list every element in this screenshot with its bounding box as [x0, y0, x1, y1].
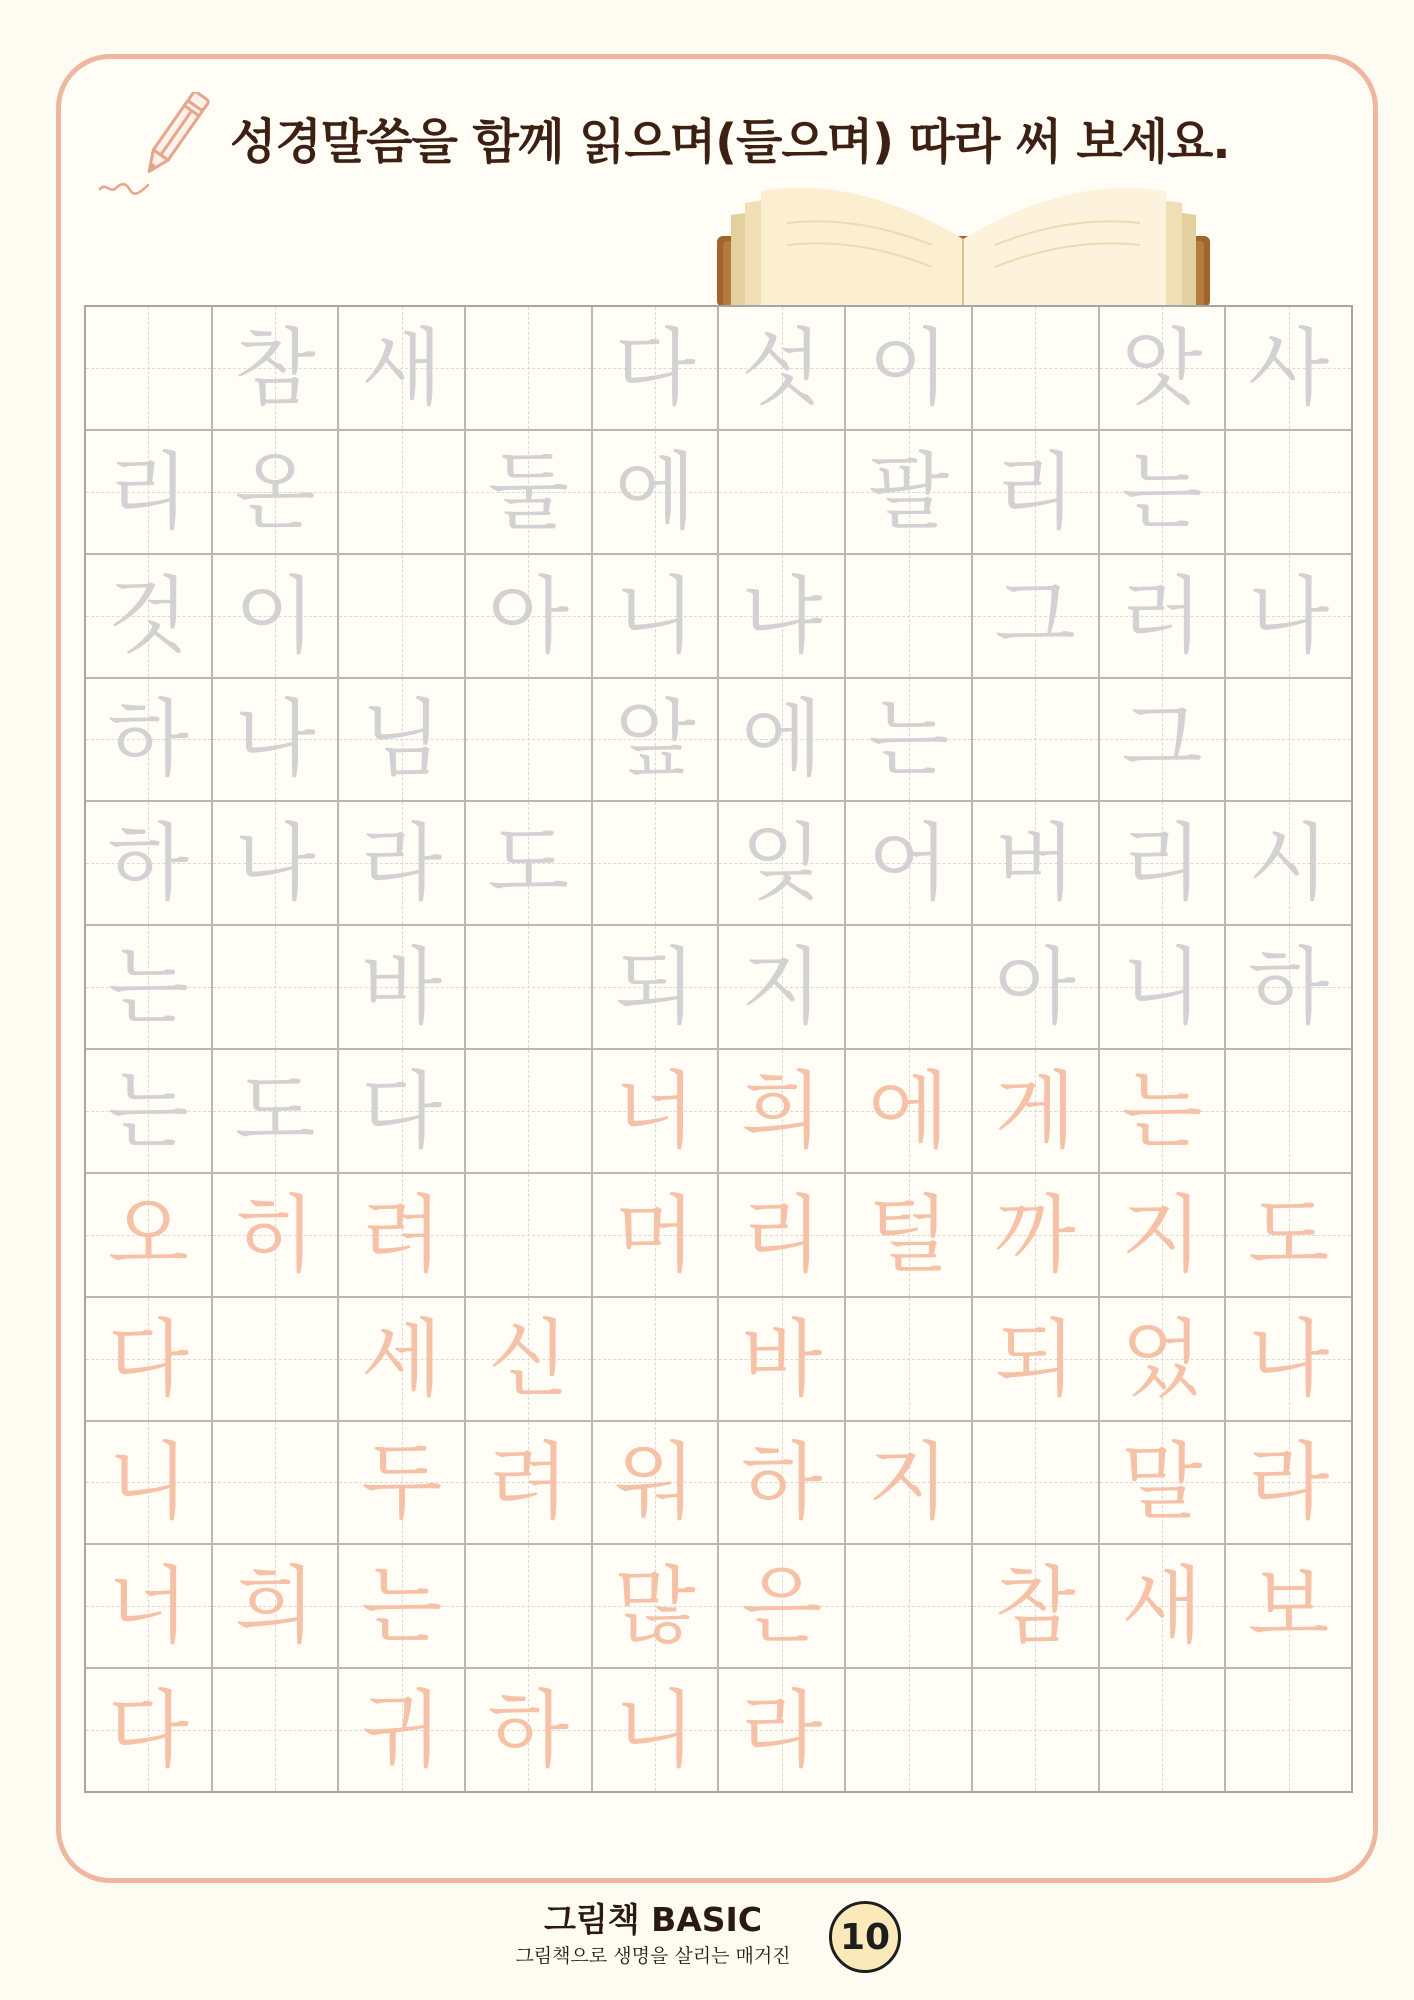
- writing-cell: [593, 1174, 718, 1296]
- blank-cell: [466, 1050, 591, 1172]
- trace-character: 까: [994, 1185, 1076, 1284]
- writing-cell: [466, 431, 591, 553]
- writing-cell: [1100, 307, 1225, 429]
- trace-character: 라: [741, 1681, 823, 1780]
- trace-character: 나: [234, 814, 316, 913]
- trace-character: 다: [614, 318, 696, 417]
- writing-cell: [339, 1050, 464, 1172]
- writing-cell: [466, 1298, 591, 1420]
- writing-cell: [719, 926, 844, 1048]
- blank-cell: [973, 307, 1098, 429]
- trace-character: 라: [361, 814, 443, 913]
- trace-character: 하: [1248, 938, 1330, 1037]
- blank-cell: [339, 555, 464, 677]
- trace-character: 에: [614, 442, 696, 541]
- trace-character: 리: [1121, 814, 1203, 913]
- writing-cell: [86, 555, 211, 677]
- trace-character: 은: [741, 1557, 823, 1656]
- issue-number-badge: 10: [829, 1901, 901, 1973]
- blank-cell: [213, 926, 338, 1048]
- writing-cell: [339, 1669, 464, 1791]
- writing-cell: [1100, 1298, 1225, 1420]
- instruction-title: 성경말씀을 함께 읽으며(들으며) 따라 써 보세요.: [230, 114, 1230, 170]
- trace-character: 참: [994, 1557, 1076, 1656]
- writing-cell: [1226, 555, 1351, 677]
- trace-character: 너: [107, 1557, 189, 1656]
- trace-character: 게: [994, 1061, 1076, 1160]
- trace-character: 아: [487, 566, 570, 665]
- trace-character: 온: [234, 442, 316, 541]
- writing-cell: [1100, 1545, 1225, 1667]
- writing-cell: [973, 431, 1098, 553]
- writing-cell: [86, 1174, 211, 1296]
- blank-cell: [593, 1298, 718, 1420]
- trace-character: 바: [741, 1309, 823, 1408]
- writing-cell: [86, 1422, 211, 1544]
- trace-character: 팔: [867, 442, 950, 541]
- writing-cell: [339, 1174, 464, 1296]
- writing-cell: [1226, 802, 1351, 924]
- trace-character: 둘: [487, 442, 570, 541]
- trace-character: 지: [1121, 1185, 1203, 1284]
- blank-cell: [213, 1669, 338, 1791]
- blank-cell: [846, 926, 971, 1048]
- trace-character: 리: [994, 442, 1076, 541]
- writing-cell: [339, 307, 464, 429]
- trace-character: 려: [361, 1185, 443, 1284]
- writing-cell: [719, 307, 844, 429]
- trace-character: 희: [234, 1557, 316, 1656]
- trace-character: 는: [107, 938, 189, 1037]
- writing-cell: [1100, 802, 1225, 924]
- trace-character: 냐: [741, 566, 823, 665]
- writing-cell: [86, 926, 211, 1048]
- trace-character: 리: [107, 442, 189, 541]
- writing-cell: [339, 1298, 464, 1420]
- trace-character: 는: [867, 690, 950, 789]
- writing-cell: [973, 1298, 1098, 1420]
- writing-cell: [846, 1422, 971, 1544]
- writing-cell: [213, 307, 338, 429]
- trace-character: 다: [107, 1681, 189, 1780]
- writing-cell: [213, 1050, 338, 1172]
- trace-character: 이: [234, 566, 316, 665]
- trace-character: 버: [994, 814, 1076, 913]
- blank-cell: [466, 1545, 591, 1667]
- writing-cell: [1100, 1174, 1225, 1296]
- trace-character: 시: [1248, 814, 1330, 913]
- writing-cell: [86, 431, 211, 553]
- writing-cell: [213, 679, 338, 801]
- writing-cell: [339, 679, 464, 801]
- trace-character: 도: [487, 814, 570, 913]
- blank-cell: [213, 1298, 338, 1420]
- trace-character: 새: [1121, 1557, 1203, 1656]
- blank-cell: [1226, 679, 1351, 801]
- writing-cell: [593, 555, 718, 677]
- trace-character: 머: [614, 1185, 696, 1284]
- trace-character: 되: [994, 1309, 1076, 1408]
- writing-cell: [1100, 1050, 1225, 1172]
- trace-character: 많: [614, 1557, 696, 1656]
- writing-cell: [593, 1050, 718, 1172]
- writing-cell: [1100, 926, 1225, 1048]
- trace-character: 나: [1248, 1309, 1330, 1408]
- writing-cell: [339, 926, 464, 1048]
- writing-cell: [466, 1669, 591, 1791]
- trace-character: 아: [994, 938, 1076, 1037]
- writing-cell: [213, 802, 338, 924]
- trace-character: 사: [1248, 318, 1330, 417]
- trace-character: 털: [867, 1185, 950, 1284]
- writing-cell: [86, 1298, 211, 1420]
- writing-cell: [86, 1669, 211, 1791]
- writing-cell: [466, 555, 591, 677]
- blank-cell: [466, 307, 591, 429]
- trace-character: 워: [614, 1433, 696, 1532]
- writing-cell: [846, 307, 971, 429]
- writing-cell: [1226, 1422, 1351, 1544]
- tracing-grid: [84, 305, 1353, 1793]
- trace-character: 었: [1121, 1309, 1203, 1408]
- writing-cell: [1226, 1298, 1351, 1420]
- blank-cell: [1226, 1050, 1351, 1172]
- trace-character: 새: [361, 318, 443, 417]
- blank-cell: [846, 1545, 971, 1667]
- writing-cell: [86, 679, 211, 801]
- trace-character: 앗: [1121, 318, 1203, 417]
- writing-cell: [466, 1422, 591, 1544]
- magazine-subtitle: 그림책으로 생명을 살리는 매거진: [515, 1945, 791, 1967]
- blank-cell: [973, 1669, 1098, 1791]
- trace-character: 하: [487, 1681, 570, 1780]
- trace-character: 두: [361, 1433, 443, 1532]
- writing-cell: [593, 1422, 718, 1544]
- trace-character: 하: [107, 814, 189, 913]
- trace-character: 섯: [741, 318, 823, 417]
- writing-cell: [213, 1545, 338, 1667]
- trace-character: 리: [741, 1185, 823, 1284]
- trace-character: 는: [361, 1557, 443, 1656]
- trace-character: 참: [234, 318, 316, 417]
- blank-cell: [973, 679, 1098, 801]
- writing-cell: [466, 802, 591, 924]
- blank-cell: [1100, 1669, 1225, 1791]
- writing-cell: [339, 802, 464, 924]
- trace-character: 말: [1121, 1433, 1203, 1532]
- blank-cell: [1226, 1669, 1351, 1791]
- trace-character: 다: [361, 1061, 443, 1160]
- blank-cell: [339, 431, 464, 553]
- trace-character: 는: [1121, 1061, 1203, 1160]
- trace-character: 어: [867, 814, 950, 913]
- writing-cell: [719, 1422, 844, 1544]
- trace-character: 님: [361, 690, 443, 789]
- trace-character: 나: [234, 690, 316, 789]
- writing-cell: [719, 1298, 844, 1420]
- writing-cell: [973, 802, 1098, 924]
- writing-cell: [593, 1545, 718, 1667]
- writing-cell: [213, 555, 338, 677]
- trace-character: 앞: [614, 690, 696, 789]
- blank-cell: [466, 926, 591, 1048]
- blank-cell: [466, 1174, 591, 1296]
- writing-cell: [973, 555, 1098, 677]
- writing-cell: [719, 679, 844, 801]
- trace-character: 라: [1248, 1433, 1330, 1532]
- writing-cell: [973, 1050, 1098, 1172]
- writing-cell: [973, 1174, 1098, 1296]
- writing-cell: [1100, 431, 1225, 553]
- trace-character: 이: [867, 318, 950, 417]
- writing-cell: [1226, 1545, 1351, 1667]
- writing-cell: [1100, 679, 1225, 801]
- writing-cell: [719, 1050, 844, 1172]
- blank-cell: [213, 1422, 338, 1544]
- trace-character: 하: [741, 1433, 823, 1532]
- trace-character: 에: [741, 690, 823, 789]
- trace-character: 는: [107, 1061, 189, 1160]
- blank-cell: [973, 1422, 1098, 1544]
- trace-character: 오: [107, 1185, 189, 1284]
- trace-character: 는: [1121, 442, 1203, 541]
- trace-character: 세: [361, 1309, 443, 1408]
- writing-cell: [846, 1050, 971, 1172]
- trace-character: 히: [234, 1185, 316, 1284]
- trace-character: 바: [361, 938, 443, 1037]
- trace-character: 니: [614, 1681, 696, 1780]
- blank-cell: [846, 1298, 971, 1420]
- writing-cell: [1100, 555, 1225, 677]
- writing-cell: [973, 926, 1098, 1048]
- writing-cell: [719, 555, 844, 677]
- trace-character: 지: [867, 1433, 950, 1532]
- writing-cell: [86, 802, 211, 924]
- writing-cell: [593, 431, 718, 553]
- trace-character: 도: [1248, 1185, 1330, 1284]
- trace-character: 너: [614, 1061, 696, 1160]
- trace-character: 귀: [361, 1681, 443, 1780]
- trace-character: 희: [741, 1061, 823, 1160]
- trace-character: 보: [1248, 1557, 1330, 1656]
- trace-character: 잊: [741, 814, 823, 913]
- trace-character: 나: [1248, 566, 1330, 665]
- writing-cell: [846, 802, 971, 924]
- writing-cell: [339, 1422, 464, 1544]
- blank-cell: [593, 802, 718, 924]
- magazine-title: 그림책 BASIC: [543, 1900, 763, 1939]
- writing-cell: [213, 431, 338, 553]
- writing-cell: [593, 679, 718, 801]
- trace-character: 니: [107, 1433, 189, 1532]
- writing-cell: [593, 307, 718, 429]
- blank-cell: [466, 679, 591, 801]
- writing-cell: [973, 1545, 1098, 1667]
- writing-cell: [593, 926, 718, 1048]
- blank-cell: [719, 431, 844, 553]
- writing-cell: [593, 1669, 718, 1791]
- pencil-icon: [96, 92, 216, 202]
- writing-cell: [213, 1174, 338, 1296]
- blank-cell: [846, 1669, 971, 1791]
- writing-cell: [339, 1545, 464, 1667]
- writing-cell: [86, 1050, 211, 1172]
- trace-character: 지: [741, 938, 823, 1037]
- trace-character: 러: [1121, 566, 1203, 665]
- writing-cell: [846, 431, 971, 553]
- trace-character: 다: [107, 1309, 189, 1408]
- writing-cell: [1226, 926, 1351, 1048]
- trace-character: 되: [614, 938, 696, 1037]
- blank-cell: [1226, 431, 1351, 553]
- writing-cell: [846, 679, 971, 801]
- open-book-icon: [717, 183, 1210, 307]
- trace-character: 신: [487, 1309, 570, 1408]
- trace-character: 그: [994, 566, 1076, 665]
- trace-character: 니: [1121, 938, 1203, 1037]
- writing-cell: [719, 1545, 844, 1667]
- trace-character: 도: [234, 1061, 316, 1160]
- trace-character: 에: [867, 1061, 950, 1160]
- writing-cell: [86, 1545, 211, 1667]
- blank-cell: [846, 555, 971, 677]
- writing-cell: [846, 1174, 971, 1296]
- trace-character: 니: [614, 566, 696, 665]
- writing-cell: [719, 1669, 844, 1791]
- writing-cell: [719, 802, 844, 924]
- trace-character: 것: [107, 566, 189, 665]
- trace-character: 그: [1121, 690, 1203, 789]
- writing-cell: [719, 1174, 844, 1296]
- blank-cell: [86, 307, 211, 429]
- trace-character: 하: [107, 690, 189, 789]
- trace-character: 려: [487, 1433, 570, 1532]
- writing-cell: [1226, 1174, 1351, 1296]
- writing-cell: [1226, 307, 1351, 429]
- writing-cell: [1100, 1422, 1225, 1544]
